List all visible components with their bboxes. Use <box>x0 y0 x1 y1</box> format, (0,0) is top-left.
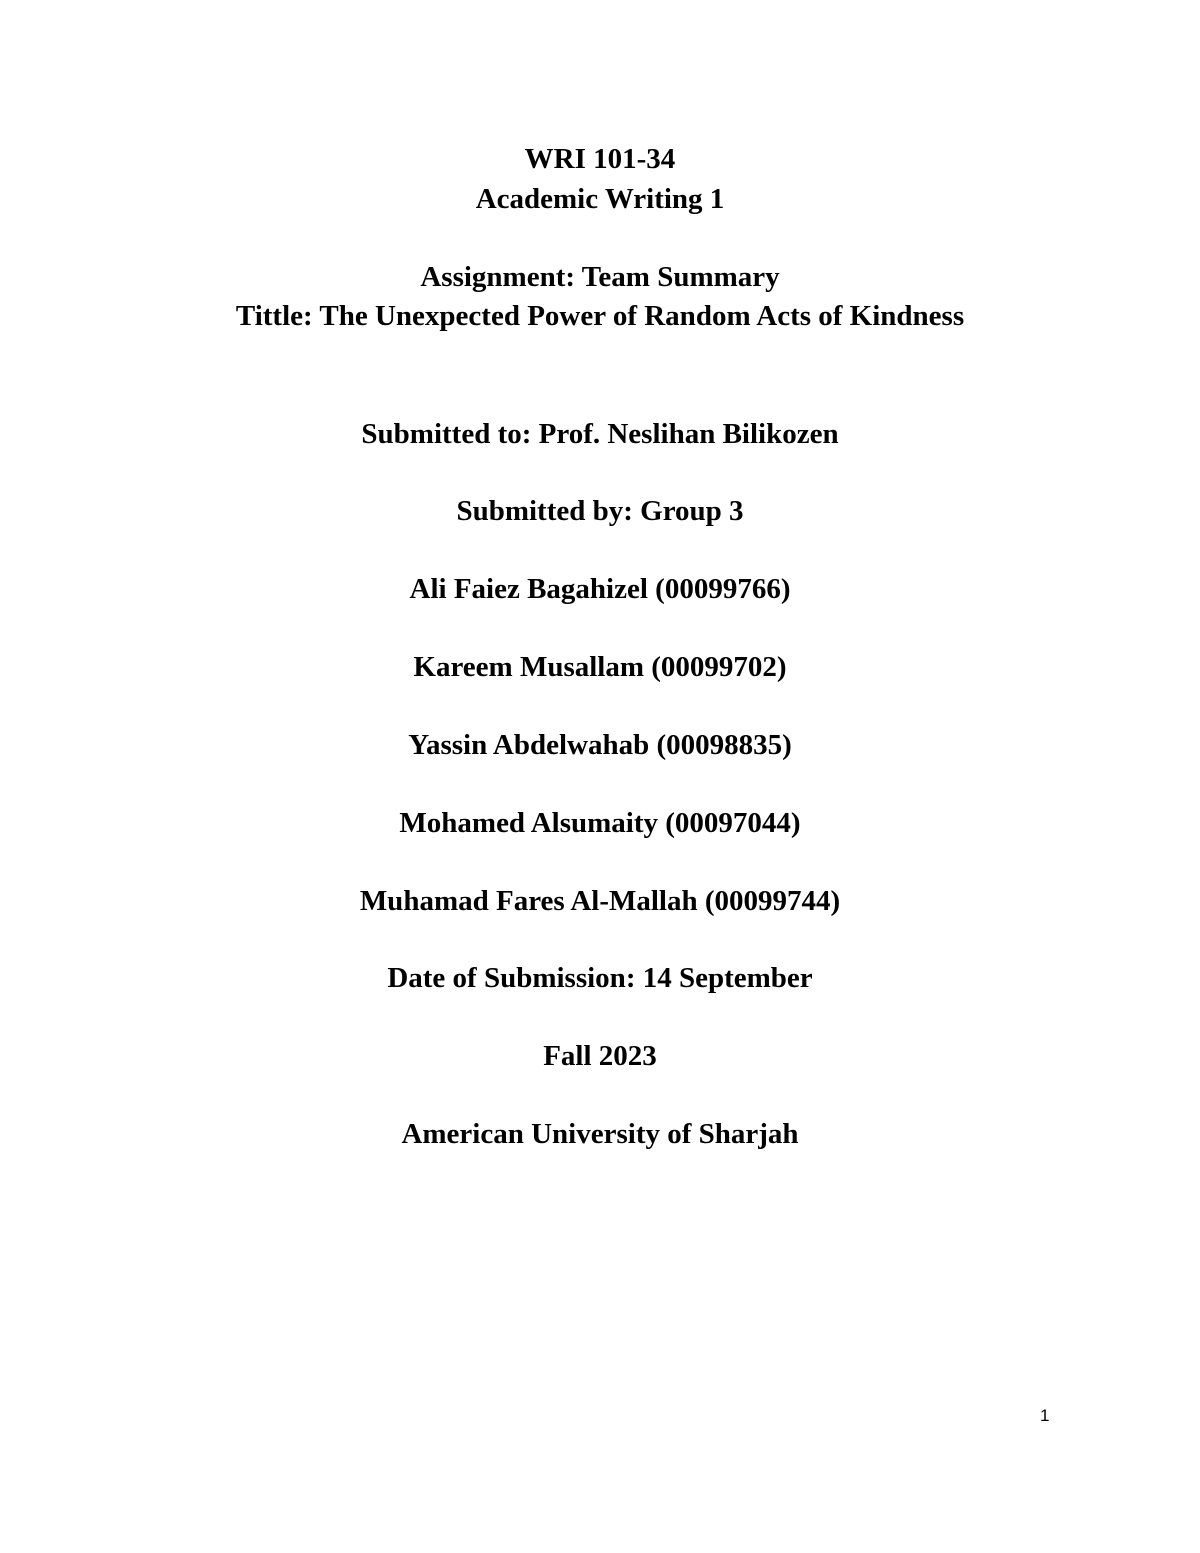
member-name: Yassin Abdelwahab (00098835) <box>408 729 792 761</box>
submission-date: Date of Submission: 14 September <box>387 962 813 994</box>
assignment-title: Tittle: The Unexpected Power of Random Acts of Kindness <box>235 300 965 332</box>
assignment-type: Assignment: Team Summary <box>420 261 780 293</box>
course-code: WRI 101-34 <box>524 143 676 175</box>
submitted-to: Submitted to: Prof. Neslihan Bilikozen <box>361 418 839 450</box>
member-name: Muhamad Fares Al-Mallah (00099744) <box>359 885 841 917</box>
member-name: Kareem Musallam (00099702) <box>413 651 787 683</box>
term: Fall 2023 <box>543 1040 657 1072</box>
member-name: Ali Faiez Bagahizel (00099766) <box>409 573 791 605</box>
member-name: Mohamed Alsumaity (00097044) <box>399 807 801 839</box>
university-name: American University of Sharjah <box>401 1118 799 1150</box>
page-number: 1 <box>1040 1406 1050 1425</box>
course-name: Academic Writing 1 <box>475 183 725 215</box>
submitted-by: Submitted by: Group 3 <box>456 495 744 527</box>
